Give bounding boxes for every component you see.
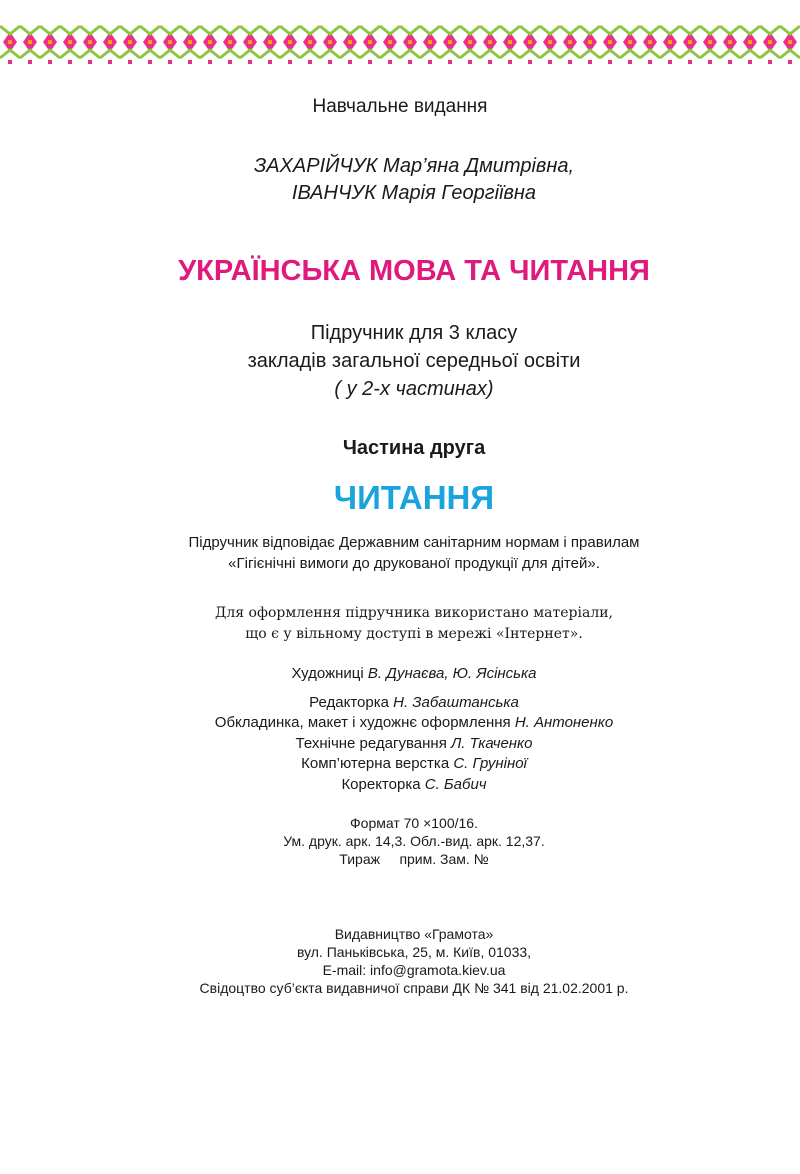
author-2-names: Марія Георгіївна (381, 182, 537, 204)
ornament-zigzag-top (360, 26, 380, 34)
credit-layout (14, 755, 800, 772)
ornament-zigzag-top (20, 26, 40, 34)
credit-tech-editing (14, 735, 800, 752)
hygiene-note-line-1: Підручник відповідає Державним санітарним нормам і правилам (188, 534, 640, 551)
author-1 (14, 155, 800, 178)
ornament-center (48, 40, 52, 44)
subtitle-line-1: Підручник для 3 класу (310, 322, 518, 344)
ornament-zigzag-bottom (680, 50, 700, 58)
ornament-center (388, 40, 392, 44)
ornament-zigzag-top (480, 26, 500, 34)
ornament-dot (648, 60, 652, 64)
credit-illustrators (14, 665, 800, 682)
ornament-zigzag-bottom (240, 50, 260, 58)
ornament-zigzag-bottom (560, 50, 580, 58)
ornament-dot (208, 60, 212, 64)
ornament-zigzag-bottom (580, 50, 600, 58)
ornament-center (468, 40, 472, 44)
ornament-zigzag-top (260, 26, 280, 34)
ornament-zigzag-top (680, 26, 700, 34)
ornament-center (488, 40, 492, 44)
credit-name: Н. Забаштанська (393, 694, 519, 711)
materials-note-line-1: Для оформлення підручника використано матеріали, (215, 605, 613, 621)
ornament-zigzag-top (180, 26, 200, 34)
ornament-center (88, 40, 92, 44)
ornament-zigzag-bottom (180, 50, 200, 58)
ornament-center (788, 40, 792, 44)
ornament-zigzag-bottom (540, 50, 560, 58)
ornament-zigzag-bottom (640, 50, 660, 58)
ornament-center (248, 40, 252, 44)
ornament-zigzag-top (40, 26, 60, 34)
ornament-dot (688, 60, 692, 64)
ornament-zigzag-bottom (400, 50, 420, 58)
ornament-center (68, 40, 72, 44)
book-title: УКРАЇНСЬКА МОВА ТА ЧИТАННЯ (178, 255, 650, 287)
publisher-email: E-mail: info@gramota.kiev.ua (322, 962, 506, 978)
ornament-dot (588, 60, 592, 64)
ornament-zigzag-bottom (40, 50, 60, 58)
edition-type: Навчальне видання (312, 96, 488, 117)
ornament-zigzag-top (240, 26, 260, 34)
ornament-dot (608, 60, 612, 64)
ornament-dot (68, 60, 72, 64)
ornament-center (568, 40, 572, 44)
ornament-dot (228, 60, 232, 64)
ornament-zigzag-bottom (0, 50, 20, 58)
ornament-dot (768, 60, 772, 64)
ornament-zigzag-bottom (520, 50, 540, 58)
ornament-zigzag-top (780, 26, 800, 34)
ornament-dot (28, 60, 32, 64)
ornament-zigzag-top (160, 26, 180, 34)
ornament-dot (8, 60, 12, 64)
ornament-zigzag-top (520, 26, 540, 34)
ornament-zigzag-bottom (200, 50, 220, 58)
ornament-center (268, 40, 272, 44)
ornament-zigzag-top (200, 26, 220, 34)
ornament-center (28, 40, 32, 44)
ornament-dot (108, 60, 112, 64)
ornament-dot (168, 60, 172, 64)
ornament-zigzag-top (440, 26, 460, 34)
ornament-center (728, 40, 732, 44)
ornament-zigzag-top (120, 26, 140, 34)
credit-role: Технічне редагування (295, 735, 447, 752)
ornament-dot (468, 60, 472, 64)
ornament-center (368, 40, 372, 44)
ornament-zigzag-top (560, 26, 580, 34)
ornament-dot (128, 60, 132, 64)
ornament-center (688, 40, 692, 44)
part-label: Частина друга (342, 437, 486, 459)
format-line-3: Тираж прим. Зам. № (339, 851, 489, 867)
ornament-zigzag-top (420, 26, 440, 34)
ornament-dot (568, 60, 572, 64)
ornament-dot (448, 60, 452, 64)
ornament-center (428, 40, 432, 44)
ornament-zigzag-top (140, 26, 160, 34)
materials-note-line-2: що є у вільному доступі в мережі «Інтернет». (245, 626, 583, 642)
ornament-zigzag-top (740, 26, 760, 34)
ornament-center (168, 40, 172, 44)
ornament-center (288, 40, 292, 44)
ornament-zigzag-top (620, 26, 640, 34)
credit-role: Обкладинка, макет і художнє оформлення (214, 714, 511, 731)
ornament-center (588, 40, 592, 44)
format-line-2: Ум. друк. арк. 14,3. Обл.-вид. арк. 12,37. (283, 833, 545, 849)
ornament-zigzag-top (300, 26, 320, 34)
ornament-center (748, 40, 752, 44)
ornament-zigzag-bottom (720, 50, 740, 58)
author-2-surname: ІВАНЧУК (291, 182, 376, 204)
ornament-center (348, 40, 352, 44)
ornament-zigzag-top (580, 26, 600, 34)
credit-name: С. Груніної (453, 755, 527, 772)
ornament-zigzag-top (280, 26, 300, 34)
ornament-dot (408, 60, 412, 64)
ornament-zigzag-bottom (160, 50, 180, 58)
ornament-zigzag-bottom (460, 50, 480, 58)
ornament-zigzag-bottom (280, 50, 300, 58)
ornament-dot (288, 60, 292, 64)
ornament-zigzag-bottom (220, 50, 240, 58)
ornament-dot (148, 60, 152, 64)
ornament-center (708, 40, 712, 44)
ornament-center (408, 40, 412, 44)
ornament-zigzag-top (60, 26, 80, 34)
credit-name: В. Дунаєва, Ю. Ясінська (367, 665, 537, 682)
ornament-zigzag-bottom (300, 50, 320, 58)
publisher-certificate: Свідоцтво суб’єкта видавничої справи ДК № 341 від 21.02.2001 р. (199, 980, 629, 996)
ornament-zigzag-bottom (440, 50, 460, 58)
ornament-zigzag-bottom (620, 50, 640, 58)
credit-role: Редакторка (309, 694, 389, 711)
ornament-zigzag-top (760, 26, 780, 34)
credit-role: Художниці (291, 665, 364, 682)
format-line-1: Формат 70 ×100/16. (350, 815, 478, 831)
ornament-dot (508, 60, 512, 64)
ornament-center (768, 40, 772, 44)
ornament-zigzag-bottom (80, 50, 100, 58)
ornament-dot (488, 60, 492, 64)
ornament-zigzag-bottom (500, 50, 520, 58)
ornament-zigzag-bottom (360, 50, 380, 58)
ornament-zigzag-top (460, 26, 480, 34)
ornament-center (328, 40, 332, 44)
ornament-center (128, 40, 132, 44)
ornament-zigzag-bottom (120, 50, 140, 58)
ornament-dot (268, 60, 272, 64)
ornament-zigzag-bottom (100, 50, 120, 58)
ornament-center (648, 40, 652, 44)
ornament-center (608, 40, 612, 44)
embroidery-ornament-border (0, 22, 800, 66)
ornament-dot (48, 60, 52, 64)
author-1-names: Мар’яна Дмитрівна, (383, 155, 575, 177)
ornament-dot (328, 60, 332, 64)
ornament-dot (728, 60, 732, 64)
publisher-address: вул. Паньківська, 25, м. Київ, 01033, (296, 944, 532, 960)
ornament-dot (188, 60, 192, 64)
ornament-dot (88, 60, 92, 64)
ornament-zigzag-bottom (340, 50, 360, 58)
ornament-zigzag-top (340, 26, 360, 34)
ornament-center (668, 40, 672, 44)
ornament-zigzag-bottom (260, 50, 280, 58)
ornament-zigzag-top (400, 26, 420, 34)
subtitle-line-2: закладів загальної середньої освіти (247, 350, 581, 372)
ornament-zigzag-top (100, 26, 120, 34)
ornament-center (188, 40, 192, 44)
ornament-dot (748, 60, 752, 64)
ornament-dot (368, 60, 372, 64)
ornament-zigzag-bottom (140, 50, 160, 58)
hygiene-note-line-2: «Гігієнічні вимоги до друкованої продукції для дітей». (228, 555, 600, 572)
ornament-dot (548, 60, 552, 64)
part-title: ЧИТАННЯ (333, 479, 495, 516)
ornament-center (108, 40, 112, 44)
ornament-center (148, 40, 152, 44)
ornament-zigzag-top (320, 26, 340, 34)
ornament-zigzag-top (660, 26, 680, 34)
ornament-zigzag-bottom (700, 50, 720, 58)
credit-role: Комп’ютерна верстка (301, 755, 450, 772)
ornament-dot (708, 60, 712, 64)
ornament-zigzag-top (720, 26, 740, 34)
ornament-zigzag-top (500, 26, 520, 34)
ornament-zigzag-top (220, 26, 240, 34)
ornament-center (448, 40, 452, 44)
ornament-zigzag-bottom (600, 50, 620, 58)
ornament-center (208, 40, 212, 44)
ornament-zigzag-bottom (420, 50, 440, 58)
subtitle-line-3: ( у 2-х частинах) (334, 378, 494, 400)
credit-name: С. Бабич (424, 776, 487, 793)
ornament-zigzag-top (540, 26, 560, 34)
credit-name: Л. Ткаченко (450, 735, 533, 752)
ornament-zigzag-bottom (20, 50, 40, 58)
ornament-center (548, 40, 552, 44)
credit-proofreader (14, 776, 800, 793)
ornament-dot (428, 60, 432, 64)
ornament-zigzag-bottom (780, 50, 800, 58)
ornament-zigzag-bottom (320, 50, 340, 58)
ornament-center (508, 40, 512, 44)
ornament-zigzag-bottom (760, 50, 780, 58)
ornament-zigzag-top (80, 26, 100, 34)
ornament-dot (668, 60, 672, 64)
ornament-zigzag-bottom (660, 50, 680, 58)
ornament-dot (628, 60, 632, 64)
ornament-center (228, 40, 232, 44)
credit-role: Коректорка (341, 776, 421, 793)
ornament-center (628, 40, 632, 44)
ornament-dot (788, 60, 792, 64)
author-2 (14, 182, 800, 205)
ornament-zigzag-bottom (480, 50, 500, 58)
ornament-center (8, 40, 12, 44)
ornament-zigzag-top (0, 26, 20, 34)
credit-editor (14, 694, 800, 711)
ornament-center (308, 40, 312, 44)
ornament-zigzag-bottom (740, 50, 760, 58)
ornament-zigzag-top (700, 26, 720, 34)
ornament-dot (248, 60, 252, 64)
ornament-dot (348, 60, 352, 64)
ornament-center (528, 40, 532, 44)
ornament-zigzag-top (380, 26, 400, 34)
ornament-zigzag-top (600, 26, 620, 34)
ornament-dot (528, 60, 532, 64)
publisher-name: Видавництво «Грамота» (334, 926, 494, 942)
credit-name: Н. Антоненко (514, 714, 614, 731)
author-1-surname: ЗАХАРІЙЧУК (253, 155, 378, 177)
ornament-zigzag-bottom (380, 50, 400, 58)
ornament-dot (308, 60, 312, 64)
ornament-zigzag-bottom (60, 50, 80, 58)
credit-cover-design (14, 714, 800, 731)
ornament-dot (388, 60, 392, 64)
ornament-zigzag-top (640, 26, 660, 34)
